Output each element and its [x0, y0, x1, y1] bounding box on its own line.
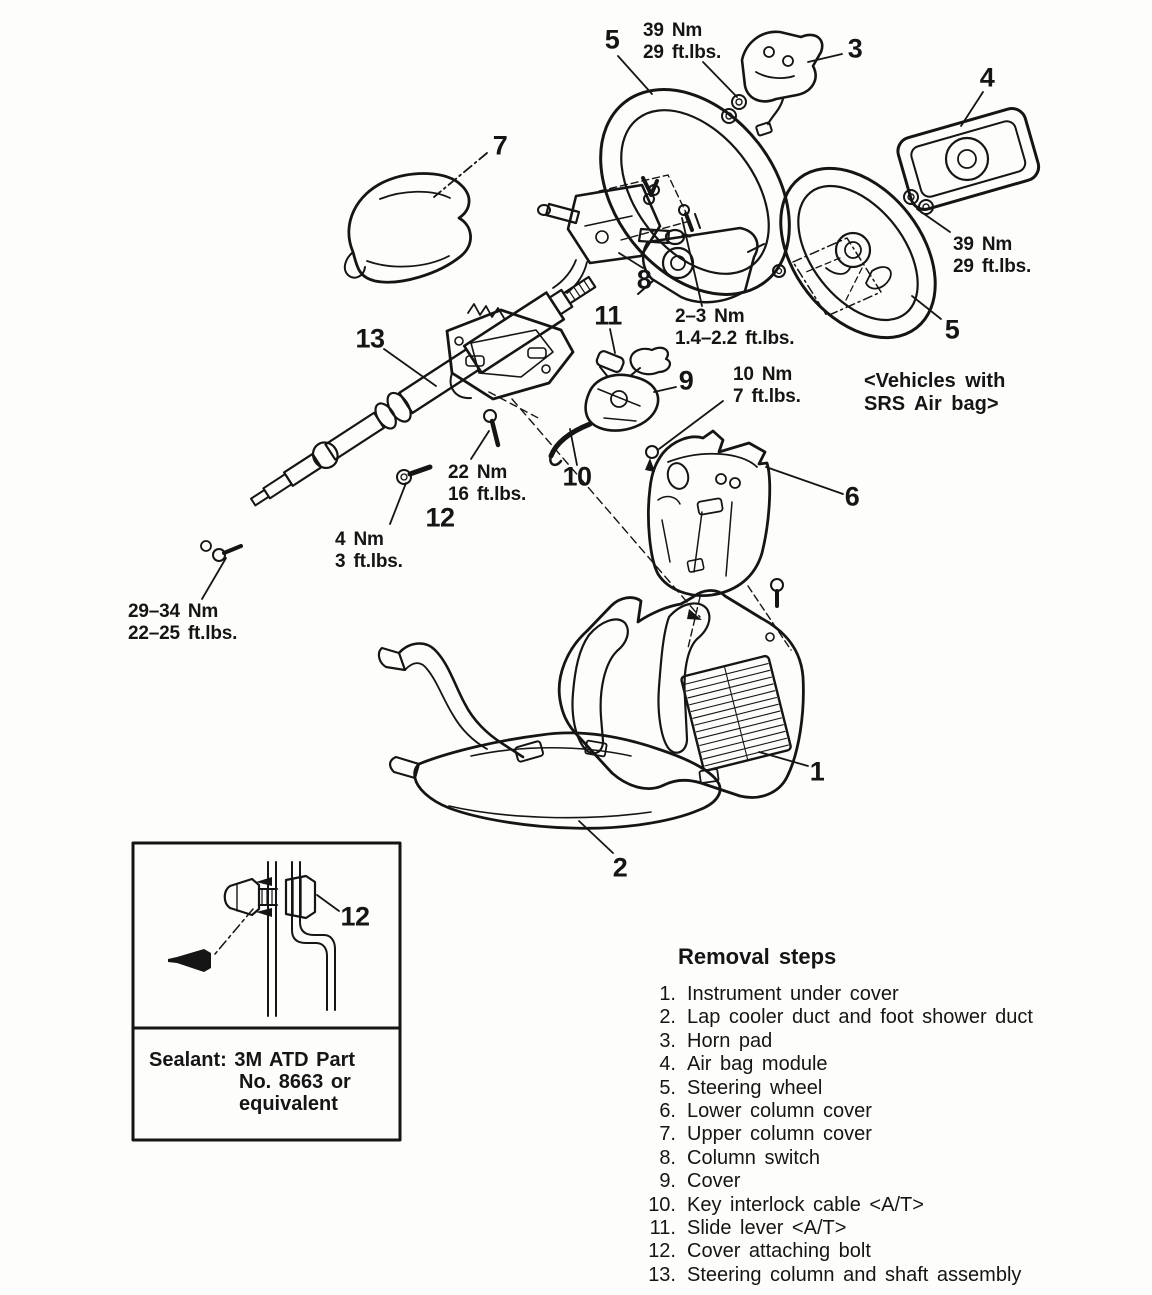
removal-step: [636, 1217, 1136, 1240]
callout-lower-column-cover: 6: [844, 481, 860, 512]
torque-nm: 22 Nm: [448, 462, 508, 483]
step-text: Key interlock cable <A/T>: [687, 1193, 924, 1216]
callout-cover-attaching-bolt: 12: [425, 502, 455, 533]
instrument-under-cover-drawing: [559, 590, 803, 797]
srs-note-line2: SRS Air bag>: [864, 393, 999, 415]
srs-note-line1: <Vehicles with: [864, 370, 1006, 392]
step-number: 5.: [659, 1076, 676, 1099]
torque-nm: 2–3 Nm: [675, 306, 745, 327]
callout-cover: 9: [678, 365, 694, 396]
step-number: 11.: [649, 1217, 676, 1240]
torque-ftlbs: 29 ft.lbs.: [643, 41, 722, 63]
step-number: 2.: [659, 1006, 676, 1029]
callout-airbag-module: 4: [979, 62, 995, 93]
removal-step: [636, 1030, 1136, 1053]
step-text: Upper column cover: [687, 1123, 872, 1146]
step-number: 6.: [659, 1100, 676, 1123]
removal-steps-title: Removal steps: [678, 944, 837, 969]
sealant-line1: Sealant: 3M ATD Part: [149, 1049, 356, 1071]
callout-horn-pad: 3: [847, 33, 863, 64]
srs-note: [864, 370, 1005, 416]
step-text: Cover attaching bolt: [687, 1240, 871, 1263]
horn-pad-drawing: [742, 32, 822, 136]
removal-step: [636, 1240, 1136, 1263]
torque-cover-screw: [733, 364, 801, 407]
callout-instrument-under-cover: 1: [809, 756, 825, 787]
removal-step: [636, 1053, 1136, 1076]
removal-step: [636, 1123, 1136, 1146]
torque-ftlbs: 1.4–2.2 ft.lbs.: [675, 327, 795, 349]
torque-horn-pad-nuts: [643, 20, 721, 63]
torque-ftlbs: 3 ft.lbs.: [335, 550, 403, 572]
torque-ftlbs: 16 ft.lbs.: [448, 483, 527, 505]
step-number: 4.: [659, 1053, 676, 1076]
step-text: Horn pad: [687, 1029, 773, 1052]
torque-ftlbs: 22–25 ft.lbs.: [128, 622, 238, 644]
sealant-line2: No. 8663 or: [239, 1071, 351, 1093]
step-number: 3.: [659, 1029, 676, 1052]
sealant-note: [149, 1049, 355, 1115]
step-number: 10.: [648, 1193, 676, 1216]
removal-step: [636, 1147, 1136, 1170]
step-number: 13.: [648, 1263, 676, 1286]
step-text: Lower column cover: [687, 1100, 872, 1123]
removal-step: [636, 1006, 1136, 1029]
callout-lap-cooler-duct: 2: [612, 852, 628, 883]
step-number: 7.: [659, 1123, 676, 1146]
torque-bracket-bolt: [448, 462, 526, 505]
callout-column-assembly: 13: [355, 323, 385, 354]
callout-slide-lever: 11: [594, 300, 622, 331]
upper-column-cover-drawing: [345, 174, 471, 283]
removal-step: [636, 1170, 1136, 1193]
torque-cover-bolt: [335, 529, 403, 572]
sealant-line3: equivalent: [239, 1093, 338, 1115]
torque-ftlbs: 7 ft.lbs.: [733, 385, 801, 407]
callout-steering-wheel: 5: [604, 24, 620, 55]
callout-steering-wheel-srs: 5: [944, 314, 960, 345]
callout-inset-bolt: 12: [340, 901, 370, 932]
torque-joint-bolt: [128, 601, 237, 644]
torque-switch-screws: [675, 306, 794, 349]
callout-column-switch: 8: [636, 264, 652, 295]
removal-step: [636, 1100, 1136, 1123]
removal-steps: [636, 944, 1136, 1287]
torque-nm: 39 Nm: [643, 20, 703, 41]
removal-step: [636, 1264, 1136, 1287]
step-number: 12.: [648, 1240, 676, 1263]
step-text: Slide lever <A/T>: [687, 1217, 847, 1240]
torque-ftlbs: 29 ft.lbs.: [953, 255, 1032, 277]
column-assembly-drawing: [201, 269, 702, 620]
step-text: Steering column and shaft assembly: [687, 1263, 1022, 1286]
step-text: Column switch: [687, 1146, 821, 1169]
step-number: 9.: [659, 1170, 676, 1193]
torque-nm: 4 Nm: [335, 529, 384, 550]
callout-upper-column-cover: 7: [492, 130, 508, 161]
torque-srs-wheel-nuts: [953, 234, 1031, 277]
step-text: Instrument under cover: [687, 983, 899, 1005]
removal-step: [636, 1194, 1136, 1217]
step-number: 1.: [659, 983, 676, 1005]
torque-nm: 29–34 Nm: [128, 601, 219, 622]
lap-cooler-duct-drawing: [379, 644, 720, 829]
torque-nm: 10 Nm: [733, 364, 793, 385]
removal-step: [636, 1077, 1136, 1100]
removal-step: [636, 983, 1136, 1006]
slide-lever-drawing: [595, 348, 670, 374]
step-text: Air bag module: [687, 1053, 828, 1076]
torque-nm: 39 Nm: [953, 234, 1013, 255]
step-number: 8.: [659, 1146, 676, 1169]
airbag-module-drawing: [895, 105, 1042, 214]
step-text: Lap cooler duct and foot shower duct: [687, 1006, 1033, 1029]
callout-key-interlock-cable: 10: [562, 461, 592, 492]
step-text: Cover: [687, 1170, 741, 1193]
step-text: Steering wheel: [687, 1076, 823, 1099]
cover-drawing: [586, 367, 658, 431]
